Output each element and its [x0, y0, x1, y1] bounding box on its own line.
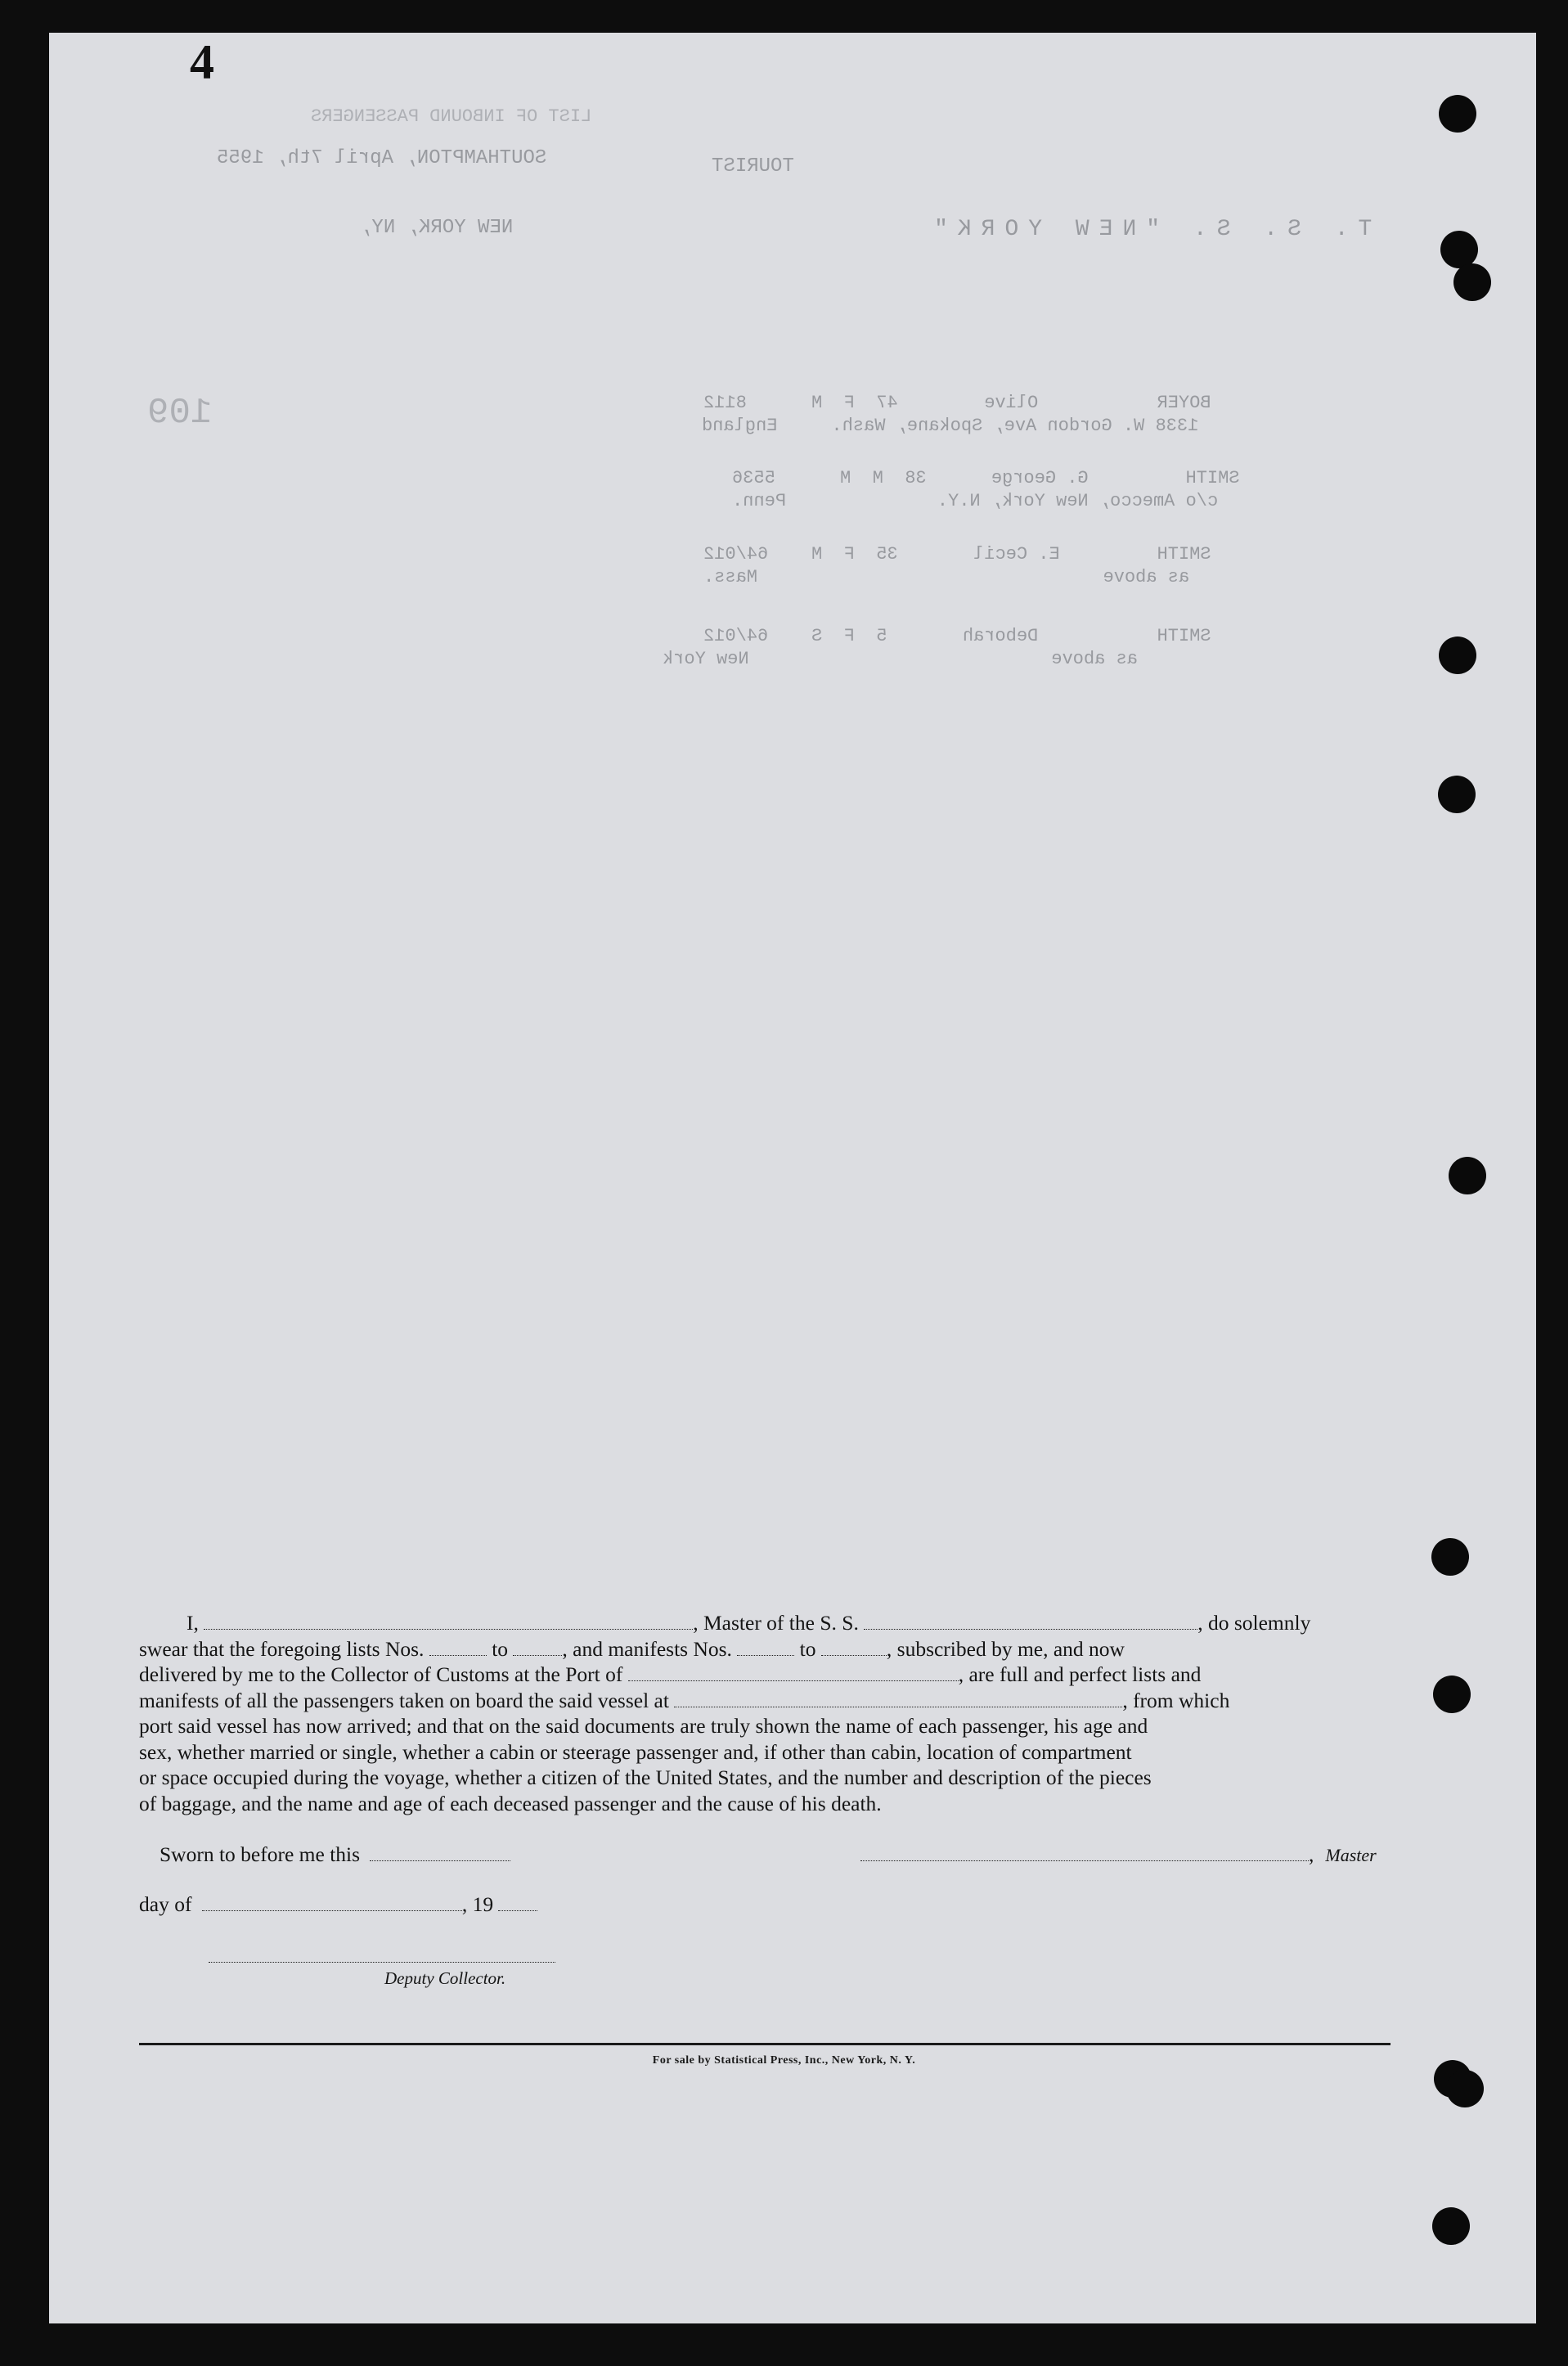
sworn-day-blank: [370, 1844, 510, 1861]
punch-hole: [1439, 636, 1476, 674]
master-signature-blank: [860, 1844, 1309, 1861]
port-blank: [628, 1664, 959, 1681]
origin-port-blank: [674, 1690, 1122, 1707]
bleed-arrival: NEW YORK, NY,: [360, 217, 514, 239]
oath-line: port said vessel has now arrived; and that on the said documents are truly shown the name of each passenger, his age and: [139, 1714, 1148, 1738]
oath-line: sex, whether married or single, whether a cabin or steerage passenger and, if other than cabin, location of compartment: [139, 1739, 1132, 1764]
sworn-label: Sworn to before me this: [159, 1842, 361, 1866]
sworn-line: [159, 1842, 510, 1867]
bleed-row: c/o Amecco, New York, N.Y. Penn.: [732, 491, 1219, 511]
manifest-to-blank: [821, 1639, 887, 1656]
bleed-row: SMITH Deborah 5 F S 64/012: [703, 626, 1211, 646]
oath-line: [139, 1688, 1392, 1714]
bleed-row: as above Mass.: [703, 567, 1190, 587]
bleed-header-top: LIST OF INBOUND PASSENGERS: [311, 106, 592, 127]
day-of-label: day of: [139, 1892, 192, 1916]
bleed-row: SMITH G. George 38 M M 5536: [732, 468, 1240, 488]
oath-text: , from which: [1122, 1688, 1230, 1712]
month-blank: [202, 1894, 462, 1911]
manifest-page: [49, 33, 1536, 2323]
publisher-footer: For sale by Statistical Press, Inc., New York, N. Y.: [652, 2054, 916, 2067]
bleed-row: SMITH E. Cecil 35 F M 64/012: [703, 544, 1211, 565]
bleed-row: as above New York: [663, 649, 1138, 669]
master-oath: [139, 1610, 1392, 1816]
punch-hole: [1433, 1676, 1471, 1713]
deputy-signature-line: [209, 1962, 555, 1963]
list-to-blank: [513, 1639, 562, 1656]
oath-line: of baggage, and the name and age of each deceased passenger and the cause of his death.: [139, 1791, 882, 1815]
manifest-from-blank: [737, 1639, 794, 1656]
bleed-ship: T. S. S. "NEW YORK": [924, 217, 1373, 242]
punch-hole: [1438, 776, 1476, 813]
oath-text: manifests of all the passengers taken on board the said vessel at: [139, 1688, 669, 1712]
punch-hole: [1449, 1157, 1486, 1194]
master-signature-line: , Master: [860, 1842, 1377, 1867]
bleed-header-mid: SOUTHAMPTON, April 7th, 1955: [217, 147, 547, 169]
oath-text: , and manifests Nos.: [562, 1636, 732, 1661]
oath-text: to: [799, 1636, 816, 1661]
bleed-row: 1338 W. Gordon Ave, Spokane, Wash. England: [702, 416, 1199, 436]
oath-text: delivered by me to the Collector of Customs at the Port of: [139, 1662, 623, 1686]
oath-text: to: [492, 1636, 509, 1661]
footer-rule: [139, 2043, 1391, 2045]
punch-hole: [1446, 2070, 1484, 2107]
oath-text: , Master of the S. S.: [693, 1611, 859, 1635]
punch-hole: [1431, 1538, 1469, 1576]
corner-mark: 4: [190, 35, 214, 89]
master-name-blank: [204, 1613, 693, 1630]
deputy-collector-label: Deputy Collector.: [384, 1968, 506, 1988]
master-label: Master: [1325, 1845, 1377, 1865]
list-from-blank: [429, 1639, 487, 1656]
bleed-header-left: TOURIST: [712, 155, 794, 178]
punch-hole: [1439, 95, 1476, 133]
oath-text: swear that the foregoing lists Nos.: [139, 1636, 425, 1661]
oath-line: [139, 1636, 1392, 1662]
oath-line: [139, 1610, 1392, 1636]
bleed-page-num: 109: [147, 393, 213, 434]
oath-text: , are full and perfect lists and: [958, 1662, 1202, 1686]
year-blank: [498, 1894, 537, 1911]
punch-hole: [1453, 263, 1491, 301]
bleed-row: BOYER Olive 47 F M 8112: [703, 393, 1211, 413]
punch-hole: [1432, 2207, 1470, 2245]
day-of-line: [139, 1892, 537, 1917]
oath-text: I,: [186, 1611, 199, 1635]
ship-name-blank: [864, 1613, 1197, 1630]
year-prefix: , 19: [461, 1892, 494, 1916]
oath-line: or space occupied during the voyage, whether a citizen of the United States, and the number and description of the pieces: [139, 1766, 1152, 1789]
oath-text: , subscribed by me, and now: [886, 1636, 1125, 1661]
oath-text: , do solemnly: [1197, 1611, 1311, 1635]
oath-line: [139, 1662, 1392, 1688]
